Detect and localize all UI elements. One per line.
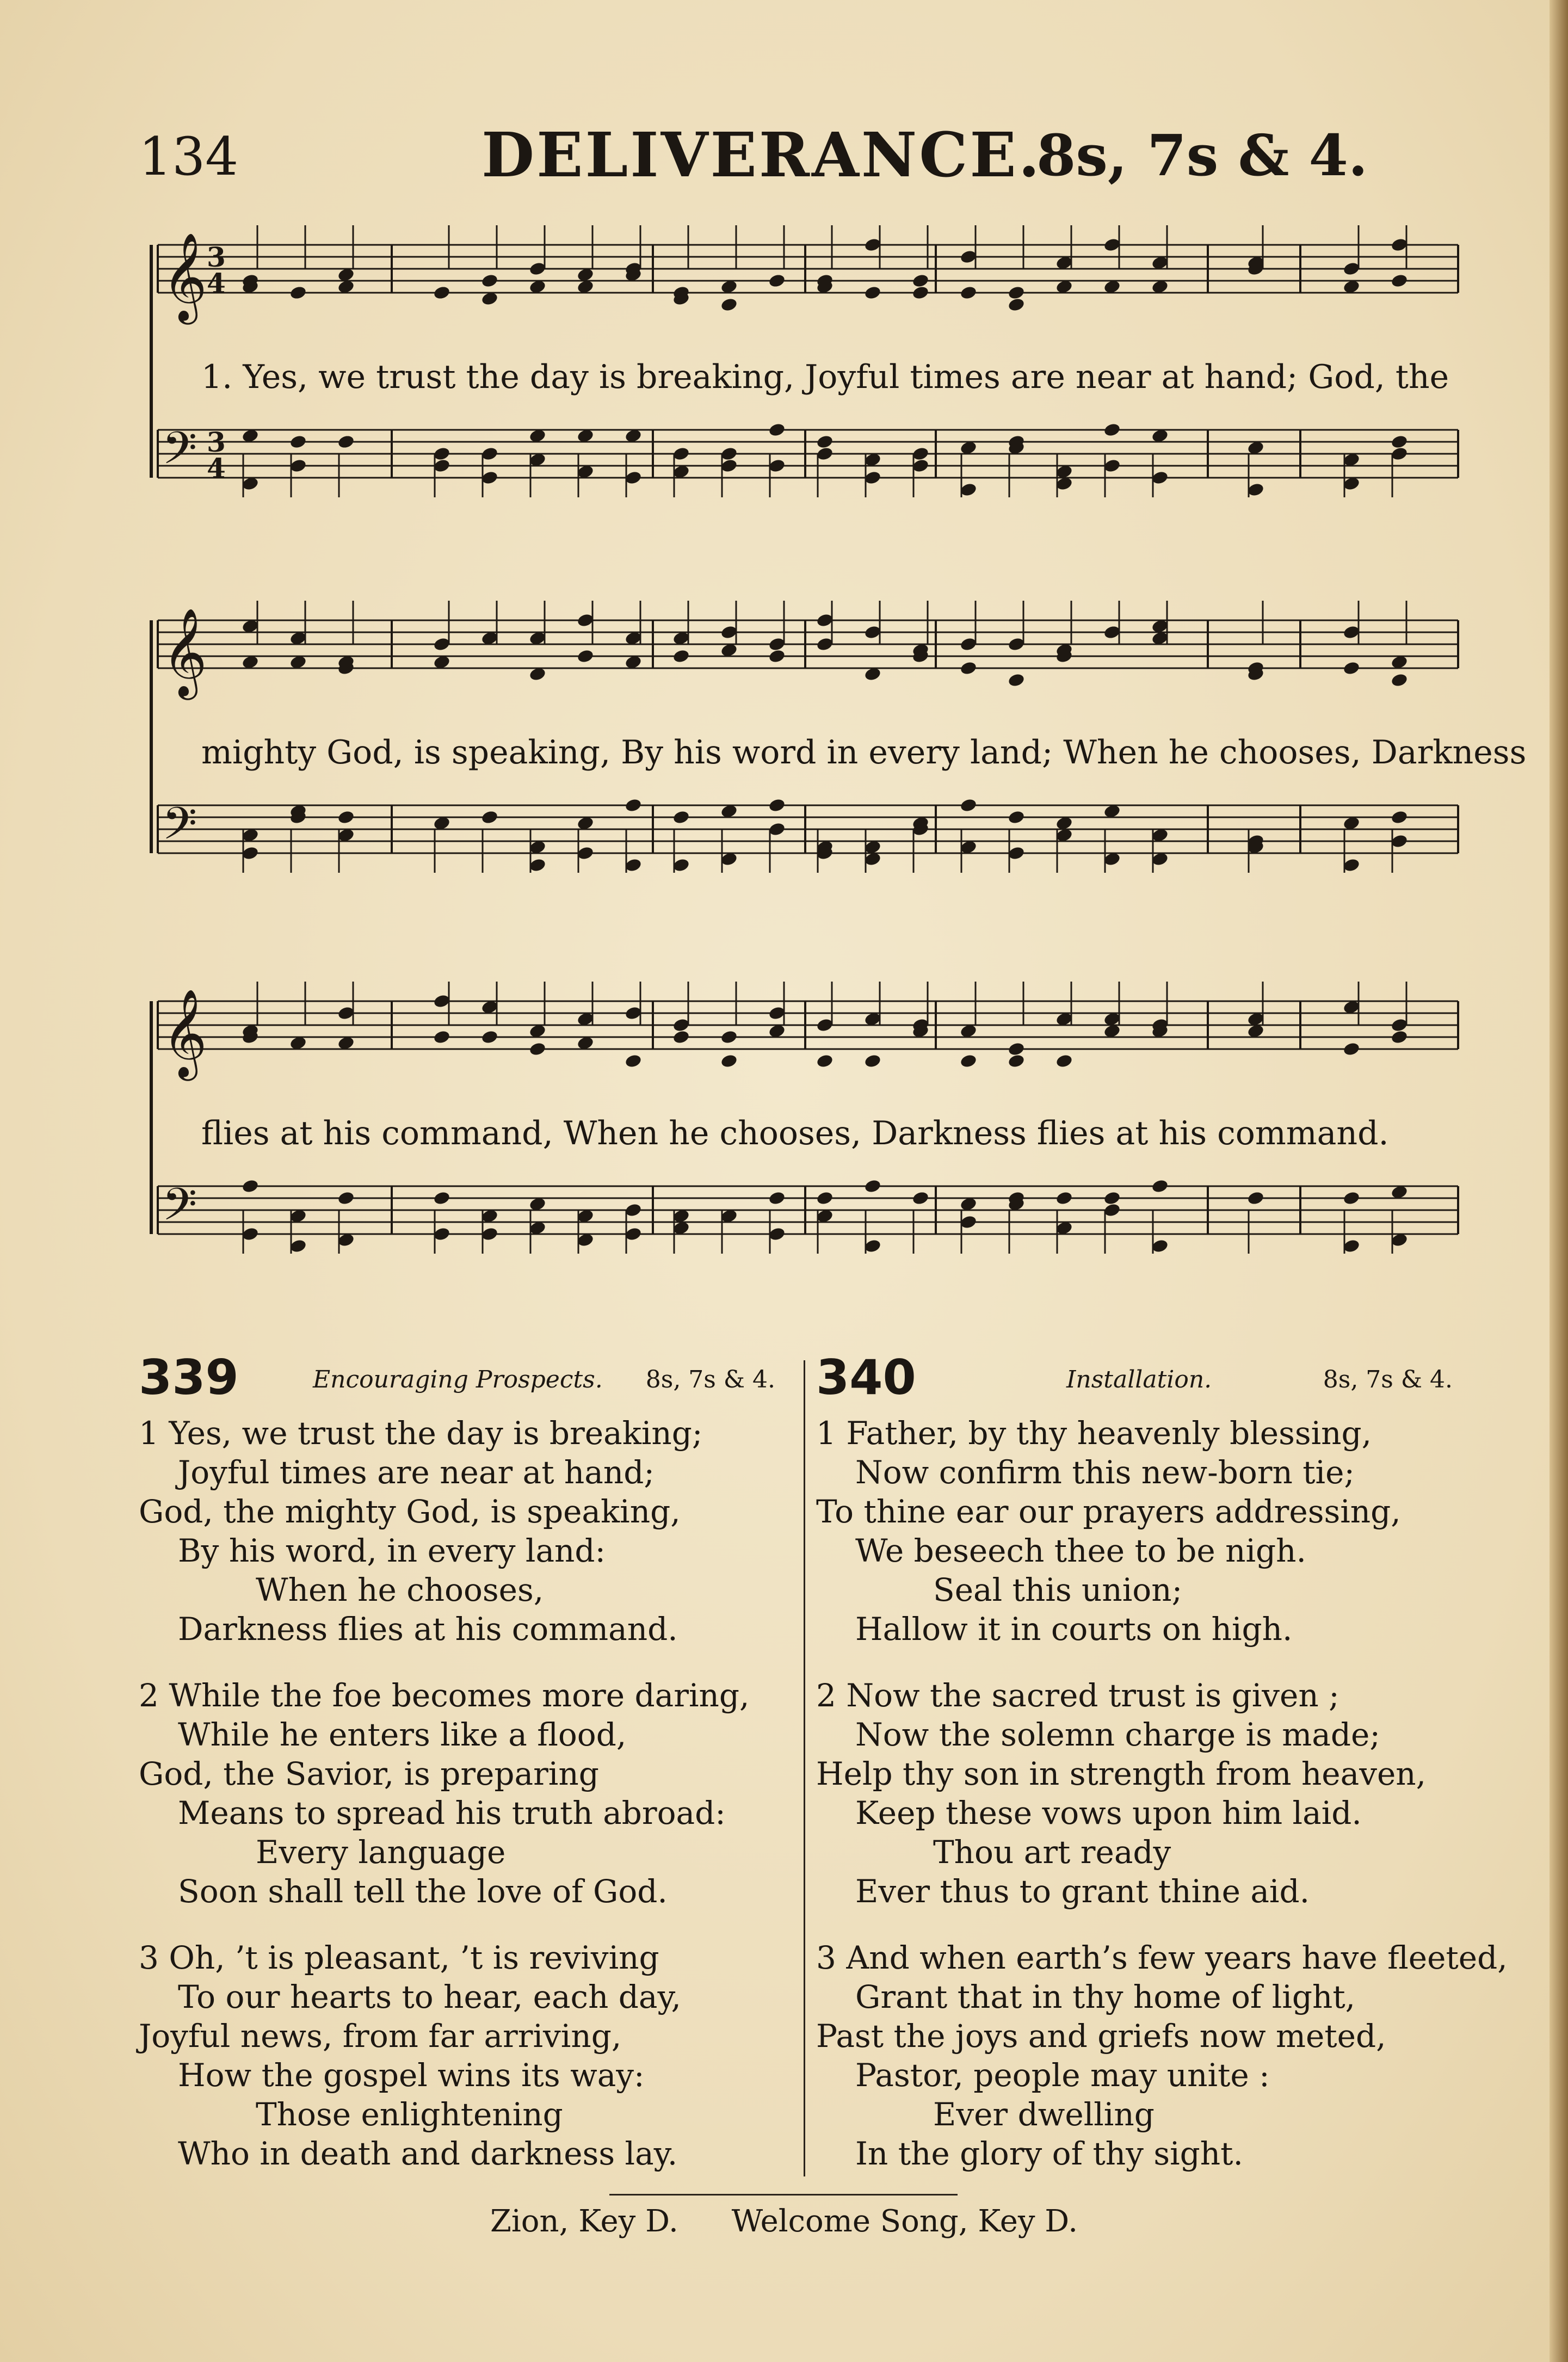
page-number: 134	[139, 126, 239, 187]
note-head	[1151, 1179, 1169, 1194]
note-head	[433, 1029, 450, 1045]
music-system-2	[147, 593, 1527, 920]
note-head	[1342, 1191, 1360, 1206]
treble-clef-icon: 𝄞	[162, 608, 207, 696]
verse-line: 3 And when earth’s few years have fleeted,	[816, 1939, 1508, 1976]
note-head	[1103, 422, 1121, 437]
note-head	[1103, 1191, 1121, 1206]
note-head	[289, 434, 307, 449]
alternate-tune-1: Zion, Key D.	[490, 2204, 678, 2239]
note-head	[1007, 285, 1025, 300]
footer-rule	[609, 2194, 958, 2196]
verse-line: Thou art ready	[933, 1834, 1171, 1871]
note-head	[672, 649, 690, 664]
verse-line: We beseech thee to be nigh.	[855, 1532, 1306, 1569]
bass-clef-icon: 𝄢	[162, 797, 197, 861]
note-head	[911, 285, 929, 300]
lyric-line-1: 1. Yes, we trust the day is breaking, Joyful times are near at hand; God, the	[201, 358, 1449, 396]
verse-line: Every language	[256, 1834, 506, 1871]
note-head	[337, 810, 355, 825]
note-head	[959, 285, 977, 300]
bass-clef-icon: 𝄢	[162, 1178, 197, 1242]
verse-line: By his word, in every land:	[178, 1532, 606, 1569]
stanza-list	[816, 1414, 1508, 2173]
treble-clef-icon: 𝄞	[162, 989, 207, 1077]
verse-line: Who in death and darkness lay.	[178, 2135, 678, 2172]
verse-line: To our hearts to hear, each day,	[178, 1978, 681, 2015]
note-head	[241, 1179, 259, 1194]
note-head	[768, 649, 786, 664]
verse-line: Hallow it in courts on high.	[855, 1611, 1293, 1648]
note-head	[1007, 1041, 1025, 1057]
note-head	[624, 1053, 642, 1069]
note-head	[720, 1029, 738, 1045]
note-head	[720, 297, 738, 312]
treble-clef-icon: 𝄞	[162, 232, 207, 321]
note-head	[768, 1191, 786, 1206]
stanza-list	[139, 1414, 792, 2173]
verse-line: How the gospel wins its way:	[178, 2057, 645, 2094]
alternate-tune-2: Welcome Song, Key D.	[731, 2204, 1078, 2239]
time-signature-bottom: 4	[207, 452, 226, 484]
hymn-heading	[816, 1349, 1469, 1409]
hymn-subject: Installation.	[1066, 1366, 1212, 1393]
note-head	[1390, 273, 1408, 288]
verse-line: Seal this union;	[933, 1571, 1183, 1608]
verse-line: While he enters like a flood,	[178, 1716, 627, 1753]
hymn-meter: 8s, 7s & 4.	[645, 1366, 775, 1393]
stanza-2	[139, 1676, 792, 1911]
page-edge	[1550, 0, 1568, 2362]
verse-line: Grant that in thy home of light,	[855, 1978, 1356, 2015]
note-head	[480, 273, 498, 288]
note-head	[816, 1053, 834, 1069]
note-head	[576, 649, 594, 664]
hymn-number: 340	[816, 1349, 916, 1405]
note-head	[768, 422, 786, 437]
note-head	[1007, 297, 1025, 312]
note-head	[480, 810, 498, 825]
hymn-texts	[139, 1349, 1508, 2198]
music-system-3	[147, 974, 1464, 1300]
verse-line: 2 While the foe becomes more daring,	[139, 1677, 750, 1714]
lyric-line-3: flies at his command, When he chooses, Darkness flies at his command.	[201, 1114, 1389, 1152]
note-head	[1055, 1191, 1073, 1206]
note-head	[433, 1191, 450, 1206]
verse-line: Now confirm this new-born tie;	[855, 1454, 1355, 1491]
note-head	[1342, 661, 1360, 676]
verse-line: 2 Now the sacred trust is given ;	[816, 1677, 1339, 1714]
note-head	[863, 285, 881, 300]
hymn-number: 339	[139, 1349, 239, 1405]
verse-line: God, the Savior, is preparing	[139, 1755, 599, 1792]
note-head	[337, 434, 355, 449]
tune-title: DELIVERANCE.	[481, 120, 1042, 191]
stanza-1	[139, 1414, 792, 1649]
note-head	[959, 1053, 977, 1069]
time-signature-top: 3	[207, 426, 226, 458]
note-head	[720, 1053, 738, 1069]
note-head	[528, 1041, 546, 1057]
verse-line: Ever thus to grant thine aid.	[855, 1873, 1310, 1910]
note-head	[863, 1053, 881, 1069]
note-head	[1055, 1053, 1073, 1069]
hymn-340	[816, 1349, 1508, 2198]
page-header	[139, 120, 1455, 190]
note-head	[1390, 673, 1408, 688]
note-head	[1342, 1041, 1360, 1057]
verse-line: Joyful news, from far arriving,	[139, 2018, 622, 2055]
note-head	[959, 798, 977, 813]
note-head	[863, 1179, 881, 1194]
note-head	[816, 434, 834, 449]
verse-line: God, the mighty God, is speaking,	[139, 1493, 681, 1530]
lyric-line-2: mighty God, is speaking, By his word in every land; When he chooses, Darkness	[201, 733, 1527, 772]
note-head	[816, 1191, 834, 1206]
verse-line: To thine ear our prayers addressing,	[816, 1493, 1401, 1530]
note-head	[768, 798, 786, 813]
note-head	[911, 273, 929, 288]
alternate-tunes	[0, 2204, 1568, 2239]
note-head	[1007, 810, 1025, 825]
note-head	[1390, 434, 1408, 449]
verse-line: 1 Father, by thy heavenly blessing,	[816, 1415, 1372, 1452]
stanza-1	[816, 1414, 1469, 1649]
note-head	[959, 661, 977, 676]
bass-clef-icon: 𝄢	[162, 422, 197, 485]
note-head	[672, 810, 690, 825]
note-head	[1390, 810, 1408, 825]
stanza-3	[816, 1938, 1508, 2173]
note-head	[433, 285, 450, 300]
note-head	[768, 273, 786, 288]
verse-line: Means to spread his truth abroad:	[178, 1794, 726, 1831]
verse-line: Joyful times are near at hand;	[178, 1454, 655, 1491]
note-head	[911, 1191, 929, 1206]
verse-line: When he chooses,	[256, 1571, 544, 1608]
music-system-1	[147, 218, 1464, 544]
verse-line: Help thy son in strength from heaven,	[816, 1755, 1427, 1792]
verse-line: Soon shall tell the love of God.	[178, 1873, 668, 1910]
note-head	[480, 1029, 498, 1045]
note-head	[672, 1029, 690, 1045]
hymn-meter: 8s, 7s & 4.	[1323, 1366, 1453, 1393]
verse-line: 3 Oh, ’t is pleasant, ’t is reviving	[139, 1939, 659, 1976]
verse-line: In the glory of thy sight.	[855, 2135, 1243, 2172]
hymn-subject: Encouraging Prospects.	[313, 1366, 603, 1393]
note-head	[624, 798, 642, 813]
time-signature-bottom: 4	[207, 267, 226, 299]
verse-line: Now the solemn charge is made;	[855, 1716, 1380, 1753]
verse-line: Keep these vows upon him laid.	[855, 1794, 1362, 1831]
verse-line: Pastor, people may unite :	[855, 2057, 1270, 2094]
column-divider	[804, 1360, 805, 2176]
verse-line: Those enlightening	[256, 2096, 563, 2133]
verse-line: 1 Yes, we trust the day is breaking;	[139, 1415, 703, 1452]
note-head	[289, 285, 307, 300]
verse-line: Ever dwelling	[933, 2096, 1155, 2133]
note-head	[1007, 1053, 1025, 1069]
note-head	[1246, 1191, 1264, 1206]
note-head	[1007, 673, 1025, 688]
stanza-2	[816, 1676, 1469, 1911]
hymn-heading	[139, 1349, 792, 1409]
verse-line: Past the joys and griefs now meted,	[816, 2018, 1386, 2055]
tune-meter: 8s, 7s & 4.	[1036, 122, 1368, 189]
stanza-3	[139, 1938, 792, 2173]
verse-line: Darkness flies at his command.	[178, 1611, 678, 1648]
note-head	[1390, 1029, 1408, 1045]
hymn-339	[139, 1349, 792, 2198]
time-signature-top: 3	[207, 241, 226, 273]
note-head	[337, 1191, 355, 1206]
